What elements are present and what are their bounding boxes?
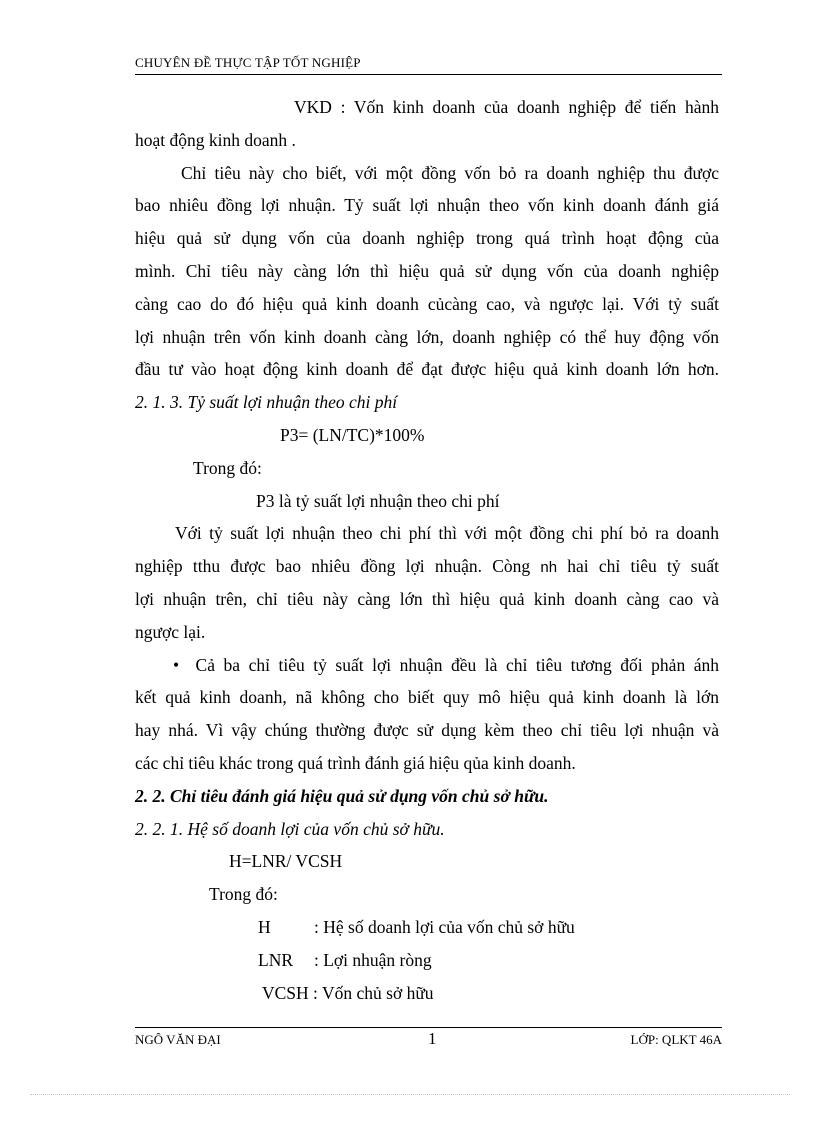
- bullet-dot-icon: •: [173, 654, 180, 675]
- page-number: 1: [428, 1029, 437, 1048]
- document-body: [135, 91, 719, 1009]
- page-footer: [135, 1029, 722, 1049]
- bullet-item-text: Cả ba chỉ tiêu tỷ suất lợi nhuận đều là chỉ tiêu tương đối phản ánh: [195, 654, 720, 675]
- body-line-2: hoạt động kinh doanh .: [135, 129, 296, 150]
- body-line-9: đầu tư vào hoạt động kinh doanh để đạt được hiệu quả kinh doanh lớn hơn.: [135, 359, 719, 380]
- where-label: Trong đó:: [193, 457, 262, 478]
- body-line-3: Chỉ tiêu này cho biết, với một đồng vốn bỏ ra doanh nghiệp thu được: [181, 162, 719, 183]
- definition-vcsh: VCSH : Vốn chủ sở hữu: [262, 982, 434, 1003]
- section-heading-2-2: 2. 2. Chỉ tiêu đánh giá hiệu quả sử dụng vốn chủ sở hữu.: [135, 785, 549, 806]
- body-line-15-part-1: nghiệp tthu được bao nhiêu đồng lợi nhuận. Còng: [135, 556, 531, 577]
- body-line-14: Với tỷ suất lợi nhuận theo chi phí thì với một đồng chi phí bỏ ra doanh: [175, 523, 719, 544]
- body-line-17: ngược lại.: [135, 621, 206, 642]
- definition-h-text: : Hệ số doanh lợi của vốn chủ sở hữu: [314, 916, 575, 937]
- body-line-6: mình. Chỉ tiêu này càng lớn thì hiệu quả sử dụng vốn của doanh nghiệp: [135, 260, 719, 281]
- page-bottom-dotted-line: [30, 1094, 790, 1095]
- body-line-21: các chỉ tiêu khác trong quá trình đánh giá hiệu qủa kinh doanh.: [135, 752, 576, 773]
- body-line-8: lợi nhuận trên vốn kinh doanh càng lớn, doanh nghiệp có thể huy động vốn: [135, 326, 719, 347]
- section-heading-2-2-1: 2. 2. 1. Hệ số doanh lợi của vốn chủ sở hữu.: [135, 818, 445, 839]
- body-line-15-part-3: hai chỉ tiêu tỷ suất: [567, 556, 719, 577]
- body-line-16: lợi nhuận trên, chỉ tiêu này càng lớn thì hiệu quả kinh doanh càng cao và: [135, 588, 719, 609]
- formula-p3: P3= (LN/TC)*100%: [280, 424, 425, 445]
- body-line-4: bao nhiêu đồng lợi nhuận. Tỷ suất lợi nhuận theo vốn kinh doanh đánh giá: [135, 195, 719, 216]
- definition-h: [135, 911, 719, 944]
- body-line-1: VKD : Vốn kinh doanh của doanh nghiệp để tiến hành: [294, 97, 719, 117]
- definition-lnr-text: : Lợi nhuận ròng: [314, 949, 432, 970]
- where-label-2: Trong đó:: [209, 884, 278, 905]
- definition-h-term: H: [258, 916, 271, 937]
- page-header: CHUYÊN ĐỀ THỰC TẬP TỐT NGHIỆP: [135, 55, 361, 70]
- body-line-7: càng cao do đó hiệu quả kinh doanh củcàng cao, và ngược lại. Với tỷ suất: [135, 293, 719, 314]
- section-heading-2-1-3: 2. 1. 3. Tỷ suất lợi nhuận theo chi phí: [135, 392, 398, 413]
- footer-class: LỚP: QLKT 46A: [630, 1032, 722, 1047]
- definition-lnr: [135, 944, 719, 977]
- body-line-15: [135, 550, 719, 583]
- definition-lnr-term: LNR: [258, 949, 293, 970]
- formula-h: H=LNR/ VCSH: [229, 851, 343, 872]
- body-line-15-part-2: nh: [540, 559, 558, 577]
- body-line-19: kết quả kinh doanh, nã không cho biết quy mô hiệu quả kinh doanh là lớn: [135, 687, 719, 708]
- formula-definition-p3: P3 là tỷ suất lợi nhuận theo chi phí: [256, 490, 500, 511]
- header-rule: [135, 74, 722, 75]
- body-line-5: hiệu quả sử dụng vốn của doanh nghiệp trong quá trình hoạt động của: [135, 228, 719, 249]
- body-line-20: hay nhá. Vì vậy chúng thường được sử dụng kèm theo chỉ tiêu lợi nhuận và: [135, 720, 719, 741]
- bullet-item: [135, 649, 719, 682]
- footer-rule: [135, 1027, 722, 1028]
- footer-author: NGÔ VĂN ĐẠI: [135, 1032, 221, 1047]
